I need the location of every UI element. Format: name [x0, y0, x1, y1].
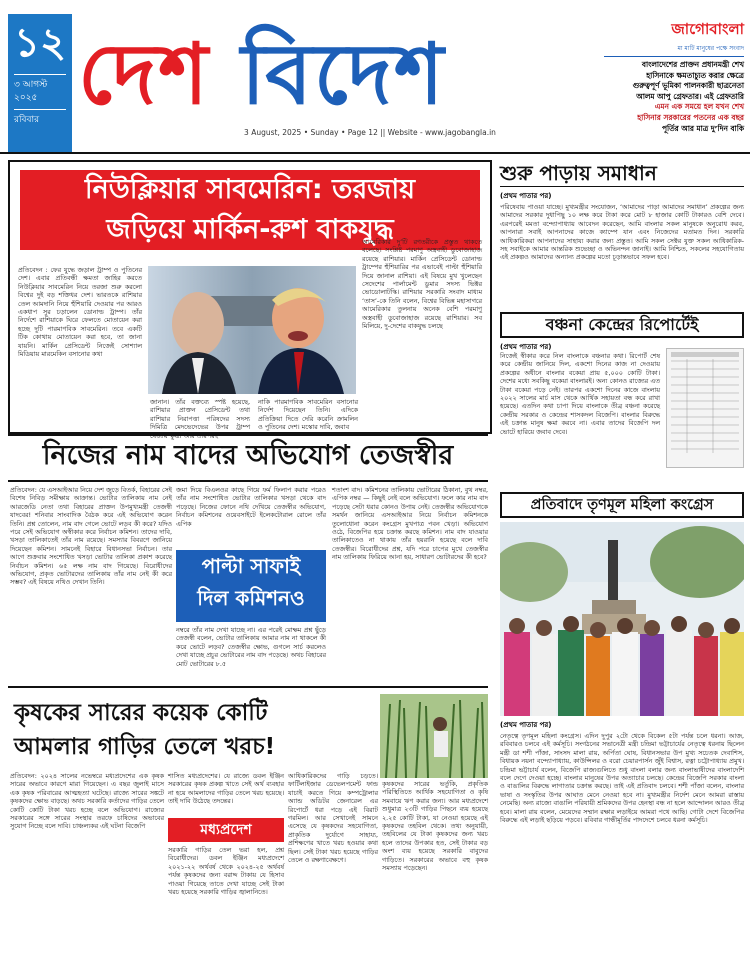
sidebar-title-line1: পাল্টা সাফাই	[201, 554, 301, 578]
story-deprivation-kicker: (প্রথম পাতার পর)	[500, 343, 552, 351]
masthead-rule	[0, 152, 750, 154]
date-block	[8, 14, 72, 152]
story-deprivation-text: নিজেই স্বীকার করে নিল বাংলাকে বঞ্চনার কথা। রিপোর্ট শেষ করে কেন্দ্রীয় জানিয়ে দিল, একশো দিনের কাজ না দেওয়ায় প্রকল্পের অধীনে বাংলার বকেয়া প্রায় ৫,০০০ কোটি টাকা। দেশের মধ্যে সবকিছু বকেয়া বাংলারই। অন্য কোনও রাজ্যের এত টাকা বকেয়া পড়ে নেই। তারপর একশো দিনের কাজে বাংলায় ২০২২ সালের মার্চ মাস থেকে আর্থিক সহায়তা বন্ধ করে রাখা হয়েছে। এতদিন কথা চাপা দিয়ে বাংলাকে তীব্র বঞ্চনা করেছে কেন্দ্রীয় সরকার ও কেন্দ্রের শাসকদল বিজেপি। বাংলার বিরুদ্ধে এই চক্রান্ত মানুষ ক্ষমা করবে না। এবার তাদের বিজেপি দল ভোটে হারিয়ে জবাব দেবে।	[500, 352, 660, 436]
news-photo-leaders	[148, 266, 356, 394]
story-tejashwi-headline: নিজের নাম বাদের অভিযোগ তেজস্বীর	[42, 440, 454, 471]
teaser-line: আলম আপু গ্রেফতার। এই গ্রেফতারি	[636, 91, 744, 101]
story-farmer-col4: কৃষকদের সারের ভর্তুকি, প্রকৃতিক পরিস্থিতিতে আর্থিক সহযোগিতা ও কৃষি সমবায়ে ঋণ করার জন্য। আর মধ্যপ্রদেশে শুধুমাত্র ২৩টি গাড়ির পিছনে ব্যয় হয়েছে ২.২৫ কোটি টাকা, যা নেওয়া হয়েছে এই কৃষকদের তহবিল থেকে। তথ্য অনুযায়ী, তহবিলের যে টাকা কৃষকদের জন্য খরচ হলে তাদের উপকার হত, সেই টাকার বড় অংশ ব্যয় হয়েছে সরকারি বাবুদের গাড়িতে। সরকারের অভাবে বহু কৃষক সমস্যায় পড়েছেন।	[382, 780, 488, 873]
headline-line1: নিউক্লিয়ার সাবমেরিন: তরজায়	[84, 174, 416, 205]
news-photo-farm	[380, 694, 488, 778]
story-deprivation-headline: বঞ্চনা কেন্দ্রের রিপোর্টেই	[500, 312, 744, 338]
story-tejashwi-col1: প্রতিবেদন: যে এসআইআর নিয়ে দেশ জুড়ে বিতর্ক, বিহারের সেই বিশেষ নিবিড় সমীক্ষায় আক্রান্ত। ভোটার তালিকায় নাম নেই আরজেডি নেতা তথা বিহারের প্রাক্তন উপমুখ্যমন্ত্রী তেজস্বী যাদবের! শনিবার সাংবাদিক বৈঠক করে এই অভিযোগ করেন তিনি। প্রশ্ন তোলেন, নাম বাদ গেলে ভোটে লড়ব কী করে? যদিও পরে সেই অভিযোগ অস্বীকার করে নির্বাচন কমিশন। তাদের দাবি, খসড়া তালিকাতেই তাঁর নাম রয়েছে। সমস্যার বিবরণে জানিয়ে দিয়েছেন কমিশন। সামনেই বিহারে বিধানসভা নির্বাচন। তার আগে শুক্রবার সংশোধিত খসড়া ভোটার তালিকা প্রকাশ করেছে নির্বাচন কমিশন। ৬৫ লক্ষ নাম বাদ গিয়েছে। বিরোধীদের অভিযোগ, প্রকৃত ভোটারদের তালিকায় তাঁর নাম নেই কী করে সম্ভব? এই বিষয়ে নথিও দেখান তিনি।	[10, 486, 172, 587]
story-para-text: পরিষেবায় পাওয়া যাচ্ছে। মুখ্যমন্ত্রীর সংযোজন, ‘আমাদের পাড়া আমাদের সমাধান’ প্রকল্পের জন্য আমাদের সরকার দুধাপিছু ১০ লক্ষ করে টাকা করে মোট ৮ হাজার কোটি টাকারও বেশি দেবে। এরপরেই মমতা বন্দ্যোপাধ্যায় আবেদন করেছেন, আমি বাংলার সকল মানুষকে অনুরোধ করব, আপনারা সবাই আপনাদের কাজে ক্যাম্পে যান এবং নিজেদের মতামত দিন। সরকারি আধিকারিকরা আপনাদের সাহায্য করার জন্য প্রস্তুত। আমি সকল সেক্টর যুক্ত সকল আধিকারিক-সহ সবাইকে আমার আন্তরিক শুভেচ্ছা ও অভিনন্দন জানাই। আমি নিশ্চিত, সকলের সহযোগিতায় এই প্রকল্পও আমাদের অন্যান্য প্রকল্পের মতো চূড়ান্তভাবে সফল হবে।	[500, 203, 744, 262]
report-document-image	[666, 348, 744, 468]
farm-photo-illustration	[380, 694, 488, 778]
teaser-line: হাসিনার সরকারের পতনের এক বছর	[637, 112, 744, 122]
headline-line2: আমলার গাড়ির তেলে খরচ!	[14, 734, 276, 760]
story-para-headline: শুরু পাড়ায় সমাধান	[500, 160, 744, 187]
story-farmer-col2b: সরকারি গাড়ির তেল ভরা হল, প্রশ্ন বিরোধীদের। ডবল ইঞ্জিন মধ্যপ্রদেশে ২০২১-২২ অর্থবর্ষ থেকে ২০২৪-২৫ অর্থবর্ষ পর্যন্ত কৃষকদের জন্য বরাদ্দ টাকায় যে হিসাব পাওয়া গিয়েছে তাতে দেখা যাচ্ছে সেই টাকা খরচ হয়েছে সরকারি গাড়ির জ্বালানিতে।	[168, 846, 284, 897]
story-nuclear-caption-left: জানান। তাঁর বক্তব্যে স্পষ্ট হয়েছে, রাশিয়ার প্রাক্তন প্রেসিডেন্ট তথা রাশিয়ার নিরাপত্তা পরিষদের সদস্য দিমিত্রি মেদভেদেভের উপর ট্রাম্প	[150, 398, 250, 432]
story-deprivation	[500, 312, 744, 482]
teaser-line: বাংলাদেশের প্রাক্তন প্রধানমন্ত্রী শেখ	[641, 60, 744, 69]
story-tejashwi-rule	[8, 480, 488, 482]
story-nuclear-caption-right: নাকি পারমাণবিক সাবমেরিন বসানোর নির্দেশ দিয়েছেন তিনি। এদিকে প্রতিক্রিয়া দিতে দেরি করেনি ক্রামলিন ও পুতিনের দেশ। মস্কোর দাবি, জবাব	[258, 398, 358, 432]
date-separator-2	[14, 109, 66, 110]
protest-photo-illustration	[500, 522, 744, 716]
issue-date: ৩ আগস্ট	[14, 80, 48, 90]
story-protest-kicker: (প্রথম পাতার পর)	[500, 721, 552, 729]
story-tejashwi-col3: শতাংশ বাদ। কমিশনের তালিকায় ভোটারের ঠিকানা, বুথ নম্বর, এপিক নম্বর — কিছুই নেই বলে অভিযোগ। ফলে কার নাম বাদ পড়েছে সেটা ধরার কোনও উপায় নেই। তেজস্বীর অভিযোগকে সমর্থন জানিয়ে এসআইআর নিয়ে নির্বাচন কমিশনকে তুলোধোনা করেন কংগ্রেস মুখপাত্র পবন খেড়া। অভিযোগ ওঠে, বিজেপির হয়ে চক্রান্ত করছে কমিশন। নাম বাদ যাওয়ার তালিকাতেও না থাকায় তাঁর হয়রানি হয়েছে বলে দাবি তেজস্বীর। বিরোধীদের প্রশ্ন, যদি পরে চাপের মুখে তেজস্বীর নাম তালিকায় ফিরিয়ে আনা হয়, সাধারণ ভোটারদের কী হবে?	[332, 486, 488, 562]
headline-line1: কৃষকের সারের কয়েক কোটি	[14, 700, 268, 726]
story-tejashwi-col2: জমা দিয়ে বিএলওর কাছে গিয়ে ফর্ম ফিলাপ করার পরেও তাঁর নাম সংশোধিত ভোটার তালিকার খসড়া থেকে বাদ পড়েছে। নিজের ফোনে নথি দেখিয়ে তেজস্বীর অভিযোগ, নির্বাচন কমিশনের ওয়েবসাইটে ইলেকটোরাল রোলে তাঁর এপিক	[176, 486, 326, 528]
story-protest	[500, 492, 744, 952]
story-tejashwi-col2b: নম্বরে তাঁর নাম দেখা যাচ্ছে না। এর পরেই মোক্ষম প্রশ্ন ছুঁড়ে তেজস্বী বলেন, ভোটার তালিকায় আমার নাম না থাকলে কী করে ভোটে লড়ব? তেজস্বীর ক্ষোভ, গুগলে সার্চ করলেও দেখা যাচ্ছে প্রচুর ভোটারের নাম বাদ পড়েছে। অথচ বিহারের মোট ভোটারের ৮.৫	[176, 626, 326, 668]
teaser-lines	[604, 60, 744, 134]
report-table-illustration	[667, 349, 743, 467]
story-farmer-col3: আধিকারিকদের গাড়ি চড়তে। ফার্টিলাইজার ডেভেলপমেন্ট ফান্ড যাচাই করতে গিয়ে কম্পট্রোলার অ্যান্ড অডিটর জেনারেল এর রিপোর্টে ধরা পড়ে এই বিরাট গরমিল। আর সেখানেই সামনে এসেছে যে কৃষকদের সহযোগিতা, প্রাকৃতিক দুর্যোগে সাহায্য, প্রশিক্ষণের খাতে খরচ হওয়ার কথা ছিল। সেই টাকা খরচ হয়েছে গাড়ির তেলে ও রক্ষণাবেক্ষণে।	[288, 772, 378, 865]
masthead-title	[78, 18, 598, 130]
brand-tagline: মা মাটি মানুষের পক্ষে সংবাদ	[604, 43, 744, 57]
teaser-line: গুরুত্বপূর্ণ ভূমিকা পালনকারী ছাত্রনেতা	[632, 81, 744, 91]
story-farmer-sidebar-box: মধ্যপ্রদেশ	[168, 818, 284, 842]
brand-logo: জাগোবাংলা	[671, 20, 744, 38]
headline-line2: জড়িয়ে মার্কিন-রুশ বাকযুদ্ধ	[106, 214, 394, 245]
teaser-line: এমন এক সময়ে হল যখন শেখ	[654, 102, 744, 112]
masthead-dateline: 3 August, 2025 • Sunday • Page 12 || Website - www.jagobangla.in	[244, 128, 496, 137]
story-protest-headline: প্রতিবাদে তৃণমূল মহিলা কংগ্রেস	[500, 492, 744, 518]
story-tejashwi-sidebar-box	[176, 550, 326, 622]
issue-year: ২০২৫	[14, 93, 38, 103]
story-nuclear-col3: আমেরিকার দু’টি রণতরীকে প্রস্তুত থাকতে বলেছে। সংশ্লিষ্ট পরমাণু অস্ত্রবাহী ডুবোজাহাজ রয়েছে রাশিয়ার। মার্কিন প্রেসিডেন্ট ডোনাল্ড ট্রাম্পের হুঁশিয়ারির পর এভাবেই পাল্টা হুঁশিয়ারি দিয়ে জানাল রাশিয়া। এই বিষয়ে মুখ খুলেছেন সেদেশের পার্লামেন্ট ডুমার সদস্য ভিক্টর ভোডোলাটস্কি। রাশিয়ার সরকারি সংবাদ মাধ্যম ‘তাস’-কে তিনি বলেন, বিশ্বের বিভিন্ন মহাসাগরে আমেরিকার তুলনায় অনেক বেশি পরমাণু অস্ত্রবাহী ডুবোজাহাজ রয়েছে রাশিয়ার। সব মিলিয়ে, দু-দেশের বাকযুদ্ধ চলছে	[362, 238, 482, 331]
story-farmer-headline	[14, 696, 374, 764]
page-number: ১২	[14, 20, 66, 66]
story-farmer-col2: শাসিত মধ্যপ্রদেশের। যে রাজ্যে ডবল ইঞ্জিন সরকারের কৃষক প্রকল্প খাতে সেই অর্থ ব্যবহার না হয়ে আমলাদের গাড়ির তেলে খরচ হয়েছে। তাই দাবি উঠেছে তদন্তের।	[168, 772, 284, 806]
teaser-line: হাসিনাকে ক্ষমতাচ্যুত করার ক্ষেত্রে	[646, 70, 744, 80]
teaser-box	[604, 18, 744, 142]
news-photo-protest	[500, 522, 744, 716]
masthead-part1: দেশ	[78, 24, 210, 123]
teaser-line: পূর্তির আর মাত্র দু’দিন বাকি	[661, 123, 744, 133]
section-rule-6	[8, 686, 488, 688]
date-separator	[14, 74, 66, 75]
story-protest-text: নেতৃত্বে তৃণমূল মহিলা কংগ্রেস। এদিন দুপুর ২টো থেকে বিকেল ৫টা পর্যন্ত চলে ধরনা। আজ, রবিবারও চলবে এই কর্মসূচি। সংগঠনের সভানেত্রী মন্ত্রী চন্দ্রিমা ভট্টাচার্যের নেতৃত্বে ধরনায় ছিলেন মন্ত্রী ডা শশী পাঁজা, সাংসদ মালা রায়, অর্পিতা ঘোষ, বিধানসভার উপ মুখ্য সচেতক দেবাশিস, বিধায়ক নয়না বন্দ্যোপাধ্যায়, কাউন্সিলর ও বরো চেয়ারপার্সন জুঁই বিশ্বাস, রত্না চট্টোপাধ্যায় প্রমুখ। চন্দ্রিমা ভট্টাচার্য বলেন, বিজেপি রাজ্যগুলিতে শুধু বাংলা বলার জন্য বাংলাভাষীদের বাংলাদেশি বলে দেগে দেওয়া হচ্ছে। বাংলার মানুষের উপর অত্যাচার চলছে। কেন্দ্রের বিজেপি সরকার বাংলা ও বাঙালির বিরুদ্ধে লাগাতার চক্রান্ত করছে। তাই এই প্রতিবাদ চলবে। শশী পাঁজা বলেন, বাংলার ভাষা ও সংস্কৃতির উপর আঘাত মেনে নেওয়া হবে না। মুখ্যমন্ত্রীর নির্দেশ মেনে আমরা রাস্তায় নেমেছি। অন্য রাজ্যে বাঙালি পরিযায়ী শ্রমিকদের উপর হেনস্থা বন্ধ না হলে আন্দোলন আরও তীব্র হবে। মালা রায় বলেন, মেয়েদের সম্মান রক্ষার লড়াইয়ে আমরা পথে আছি। গোটা দেশে বিজেপির বিরুদ্ধে এই লড়াই ছড়িয়ে পড়বে। রবিবার গান্ধীমূর্তির পাদদেশে চলবে ধরনা কর্মসূচি।	[500, 732, 744, 825]
leaders-photo-illustration	[148, 266, 356, 394]
masthead-part2: বিদেশ	[241, 24, 446, 123]
story-nuclear	[8, 160, 492, 434]
sidebar-title-line2: দিল কমিশনও	[197, 586, 305, 610]
story-farmer-col1: প্রতিবেদন: ২০২৪ সালের নভেম্বরে মধ্যপ্রদেশের এক কৃষক সারের অভাবে কারণে মারা গিয়েছেন। এ বছর জুলাই মাসে এক কৃষক পরিবারের আত্মহত্যা ঘটেছে। রাজ্যে সারের সঙ্কটে কৃষকদের ক্ষোভ বাড়ছে। অথচ সরকারি কর্তাদের গাড়ির তেলে কোটি কোটি টাকা খরচ হচ্ছে বলে অভিযোগ। রাজ্যের সরকারের সঙ্গে সারের সংস্থার তরফে চাষিদের অভাবের সুযোগ নিচ্ছে বলে দাবি। চাঞ্চল্যকর এই ঘটনা বিজেপি	[10, 772, 164, 831]
story-para-kicker: (প্রথম পাতার পর)	[500, 192, 552, 200]
story-nuclear-col1: প্রতিবেদন : ফের যুদ্ধে জড়াল ট্রাম্প ও পুতিনের দেশ। এবার প্রতিবন্ধী ক্ষমতা জাহির করতে নিউক্লিয়ার সাবমেরিন নিয়ে তরজা শুরু করলো বিশ্বের দুই বড় শক্তিধর দেশ। ভারতকে রাশিয়ার তেল আমদানি নিয়ে হুঁশিয়ারি দেওয়ার পর আরও একধাপ সুর চড়ালেন ডোনাল্ড ট্রাম্প। তাঁর নির্দেশে রাশিয়াকে ঘিরে ফেলতে মোতায়েন করা হচ্ছে দুটি পারমাণবিক সাবমেরিন। তবে একটি টিক কোথায় মোতায়েন করা হবে, তা জানা যায়নি। মার্কিন প্রেসিডেন্ট নিজেই সোশ্যাল মিডিয়ায় মারমেকিন বসানোর কথা	[18, 266, 142, 359]
issue-day: রবিবার	[14, 115, 40, 125]
story-para-solution	[500, 160, 744, 310]
